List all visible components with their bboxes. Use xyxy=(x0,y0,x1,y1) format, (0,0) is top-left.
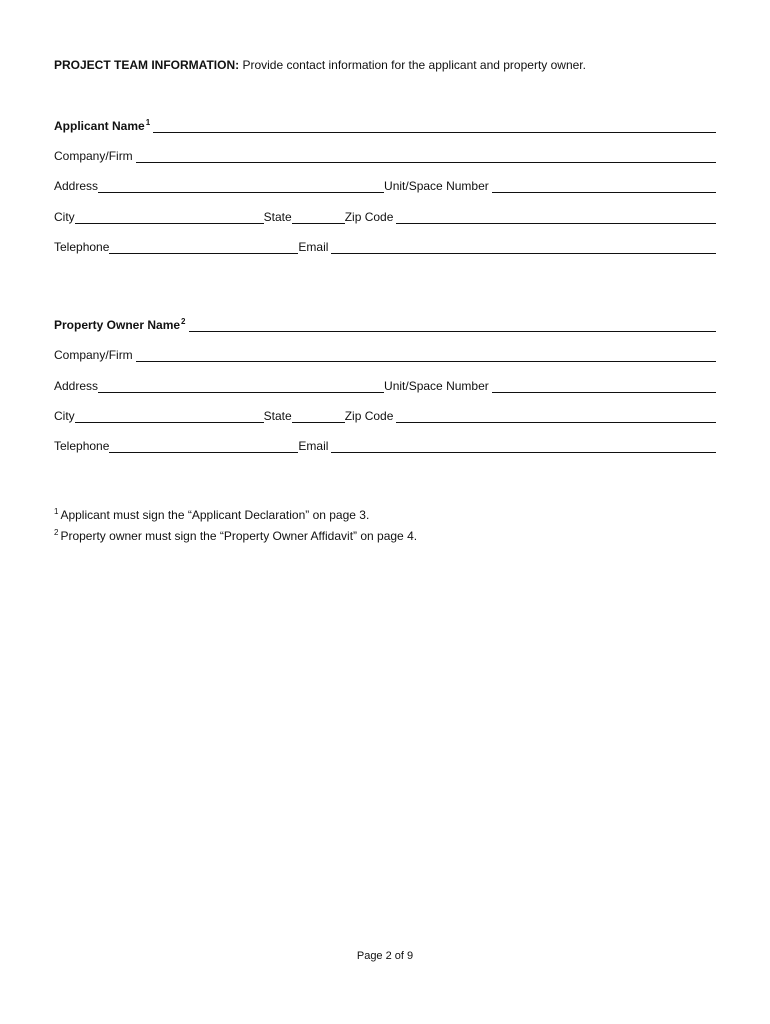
applicant-zip-field[interactable] xyxy=(396,211,716,224)
owner-city-label: City xyxy=(54,409,75,423)
applicant-address-label: Address xyxy=(54,179,99,193)
applicant-email-label: Email xyxy=(298,240,329,254)
owner-name-row xyxy=(54,316,716,332)
applicant-email-field[interactable] xyxy=(331,241,716,254)
owner-address-row xyxy=(54,377,716,393)
owner-zip-label: Zip Code xyxy=(344,409,394,423)
owner-name-label: Property Owner Name$^2$ xyxy=(54,317,186,332)
owner-unit-field[interactable] xyxy=(492,380,716,393)
owner-email-field[interactable] xyxy=(331,440,716,453)
applicant-state-label: State xyxy=(263,210,292,224)
applicant-company-label: Company/Firm xyxy=(54,149,133,163)
applicant-unit-field[interactable] xyxy=(492,180,716,193)
owner-zip-field[interactable] xyxy=(396,410,716,423)
owner-telephone-field[interactable] xyxy=(109,440,298,453)
applicant-city-row xyxy=(54,208,716,224)
section-instructions: Provide contact information for the applicant and property owner. xyxy=(239,58,586,72)
page-number: Page 2 of 9 xyxy=(356,950,414,962)
footnote-marker: 1 xyxy=(145,118,151,127)
owner-email-label: Email xyxy=(298,439,329,453)
applicant-address-field[interactable] xyxy=(98,180,384,193)
owner-city-row xyxy=(54,407,716,423)
applicant-name-row xyxy=(54,117,716,133)
owner-company-field[interactable] xyxy=(136,349,716,362)
owner-name-field[interactable] xyxy=(189,319,717,332)
applicant-unit-label: Unit/Space Number xyxy=(384,179,489,193)
owner-state-label: State xyxy=(263,409,292,423)
applicant-name-label: Applicant Name$^1$ xyxy=(54,118,151,133)
footnote-marker: 2 xyxy=(181,317,186,326)
owner-address-label: Address xyxy=(54,379,99,393)
applicant-state-field[interactable] xyxy=(292,211,345,224)
applicant-company-field[interactable] xyxy=(136,150,716,163)
applicant-city-field[interactable] xyxy=(75,211,264,224)
owner-address-field[interactable] xyxy=(98,380,384,393)
applicant-address-row xyxy=(54,177,716,193)
footnote-1 xyxy=(54,503,417,524)
applicant-telephone-field[interactable] xyxy=(109,241,298,254)
owner-city-field[interactable] xyxy=(75,410,264,423)
owner-unit-label: Unit/Space Number xyxy=(384,379,489,393)
owner-company-row xyxy=(54,346,716,362)
footnote-text: Applicant must sign the “Applicant Declaration” on page 3. xyxy=(60,508,370,522)
applicant-name-field[interactable] xyxy=(153,120,716,133)
footnotes xyxy=(54,503,417,545)
owner-state-field[interactable] xyxy=(292,410,345,423)
applicant-company-row xyxy=(54,147,716,163)
section-heading: PROJECT TEAM INFORMATION: xyxy=(54,58,240,72)
footnote-2 xyxy=(54,524,417,545)
footnote-marker: 1 xyxy=(54,507,59,516)
footnote-text: Property owner must sign the “Property Owner Affidavit” on page 4. xyxy=(60,529,418,543)
section-intro xyxy=(54,57,586,73)
owner-telephone-label: Telephone xyxy=(54,439,110,453)
owner-telephone-row xyxy=(54,437,716,453)
footnote-marker: 2 xyxy=(54,528,59,537)
applicant-city-label: City xyxy=(54,210,75,224)
owner-company-label: Company/Firm xyxy=(54,348,133,362)
applicant-telephone-label: Telephone xyxy=(54,240,110,254)
applicant-telephone-row xyxy=(54,238,716,254)
applicant-zip-label: Zip Code xyxy=(344,210,394,224)
